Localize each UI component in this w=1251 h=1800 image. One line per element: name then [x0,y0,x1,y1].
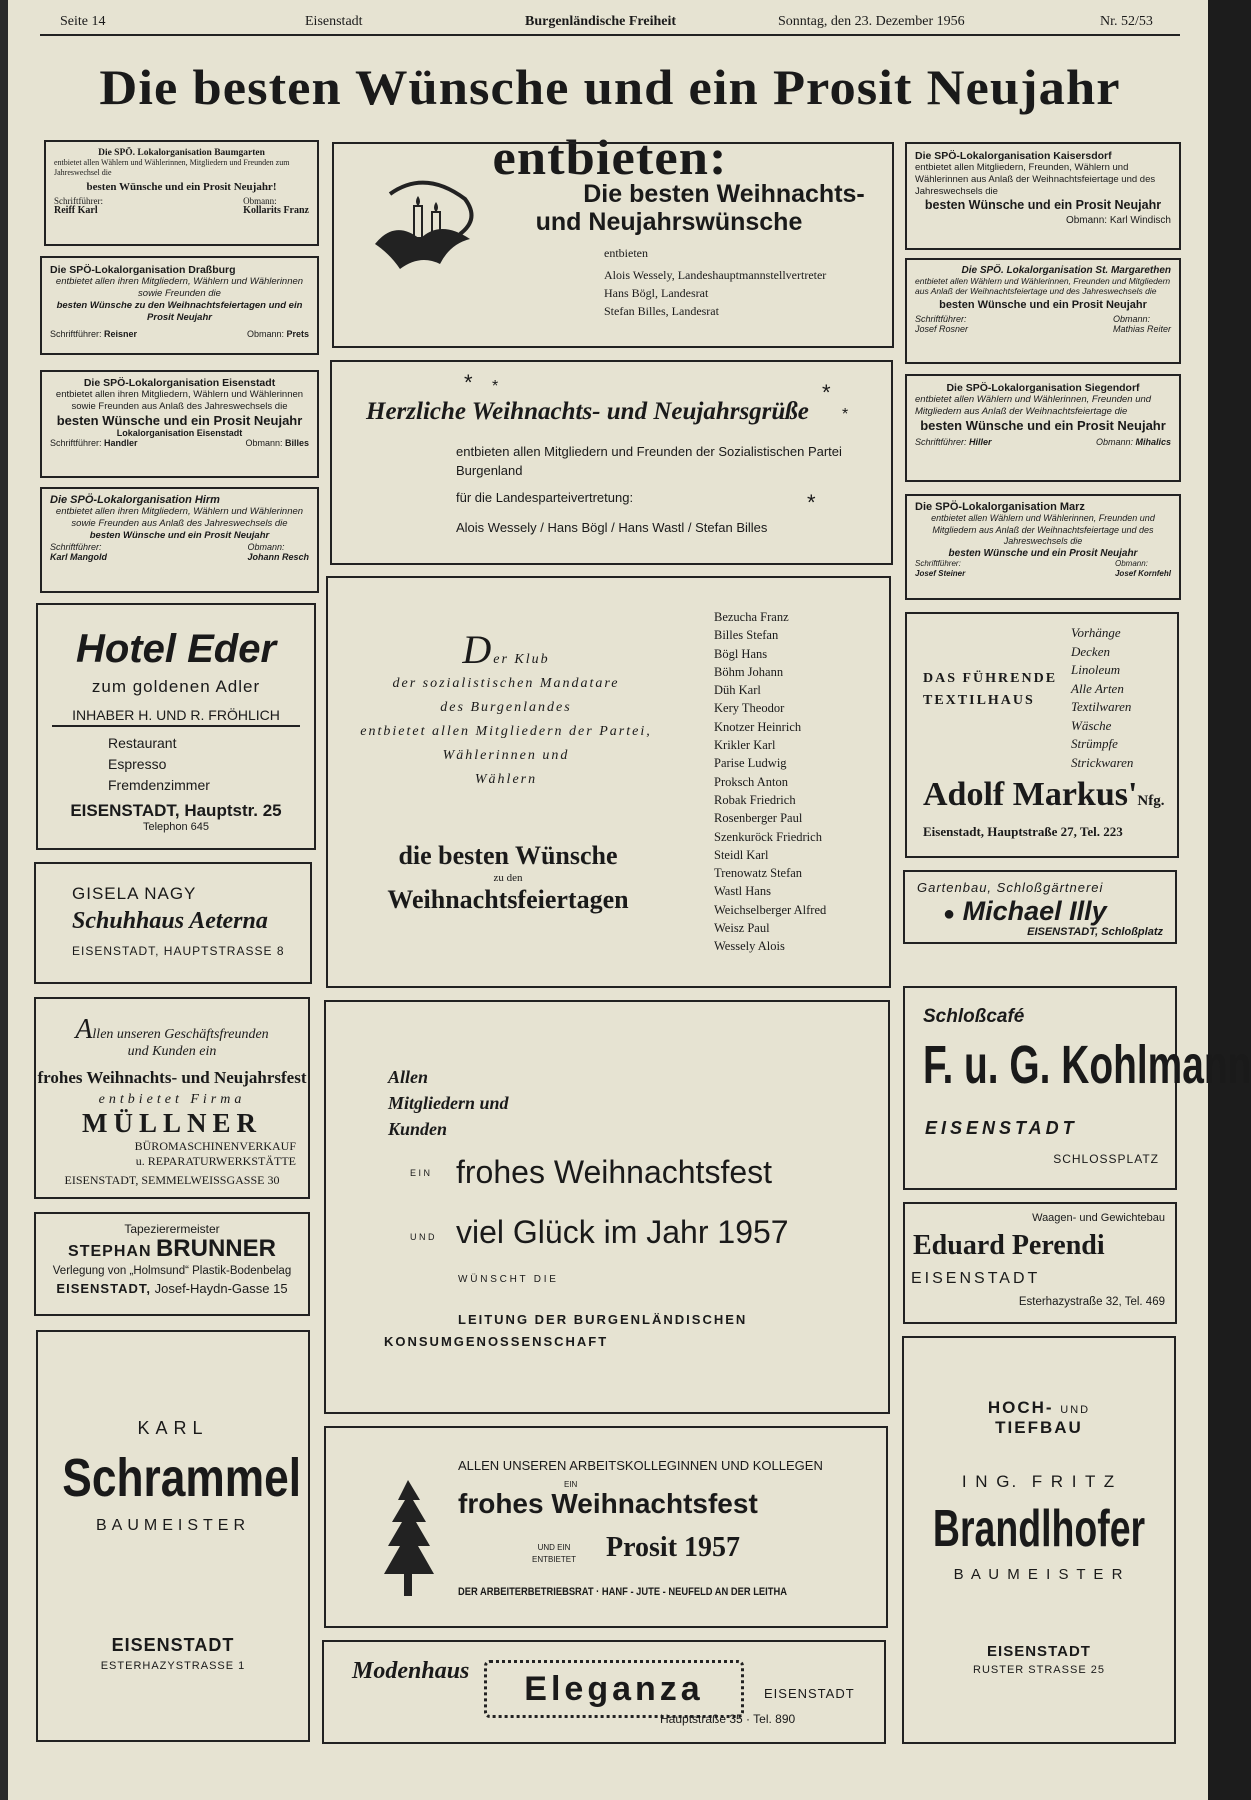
signatures [915,314,1171,334]
schrammel-first: KARL [137,1418,209,1438]
textile-item: Vorhänge [1071,625,1121,640]
initial-letter: D [462,627,494,672]
greeting-line: Mitgliedern und [388,1093,509,1113]
perendi-name: Eduard Perendi [913,1230,1105,1261]
perendi-trade: Waagen- und Gewichtebau [1032,1212,1165,1224]
klub-member: Wastl Hans [714,884,771,899]
lead-line: TEXTILHAUS [923,693,1035,708]
ad-spoe-siegendorf [905,374,1181,482]
lead-line: DAS FÜHRENDE [923,671,1058,686]
org-wish: besten Wünsche und ein Prosit Neujahr [89,530,270,541]
firm-suffix: Nfg. [1137,793,1165,809]
konsum-line2: KONSUMGENOSSENSCHAFT [384,1334,609,1349]
service-item: Espresso [108,756,167,772]
star-icon: * [807,490,816,515]
org-wish: besten Wünsche und ein Prosit Neujahr [920,418,1166,433]
sig-label: Obmann: [246,329,284,339]
entbieten-text: entbieten [604,246,648,260]
konsum-line1: LEITUNG DER BURGENLÄNDISCHEN [458,1312,748,1327]
signatures [915,559,1171,579]
illy-address: EISENSTADT, Schloßplatz [1027,926,1163,938]
klub-member: Robak Friedrich [714,792,796,807]
muellner-address: EISENSTADT, SEMMELWEISSGASSE 30 [64,1173,280,1187]
muellner-line1: BÜROMASCHINENVERKAUF [134,1139,296,1153]
betriebsrat-prosit: Prosit 1957 [606,1532,741,1563]
klub-member: Rosenberger Paul [714,811,803,826]
ad-spoe-st-margarethen [905,258,1181,364]
header-date: Sonntag, den 23. Dezember 1956 [778,14,965,29]
nagy-address: EISENSTADT, HAUPTSTRASSE 8 [72,944,285,958]
initial-letter: A [75,1014,93,1045]
sig-label: Obmann: [1112,314,1150,324]
org-name: Die SPÖ-Lokalorganisation Eisenstadt [83,377,276,389]
sig-name: Reisner [104,329,138,339]
sig-name: Josef Kornfehl [1114,568,1171,578]
kohlmann-city: EISENSTADT [925,1118,1078,1138]
ad-schuhhaus-nagy [34,862,312,984]
konsum-wish2: viel Glück im Jahr 1957 [456,1214,789,1250]
ad-arbeiterbetriebsrat [324,1426,888,1628]
service-item: Restaurant [108,735,177,751]
brandlhofer-city: EISENSTADT [987,1643,1091,1660]
klub-line: entbietet allen Mitgliedern der Partei, [360,724,652,739]
sig-label: Obmann: [1114,558,1148,568]
page-number: Seite 14 [60,14,106,29]
org-body: entbietet allen Mitgliedern, Freunden, Wählern und Wählerinnen aus Anlaß der Weihnachtsfeiertage und des Jahreswechsels die [915,162,1156,197]
christmas-tree-icon [380,1478,436,1608]
partei-names: Alois Wessely / Hans Bögl / Hans Wastl / Stefan Billes [456,520,768,535]
textile-item: Linoleum [1071,662,1121,677]
first-name: STEPHAN [68,1243,152,1260]
hotel-owner: INHABER H. UND R. FRÖHLICH [52,707,300,727]
textile-item: Alle Arten [1071,680,1124,696]
sig-name: Josef Steiner [915,568,966,578]
page-title: Die besten Wünsche und ein Prosit Neujahr entbieten: [99,59,1121,185]
klub-member: Parise Ludwig [714,756,787,771]
sig-label: Schriftführer: [915,314,967,324]
klub-member: Wessely Alois [714,939,785,954]
betriebsrat-wish: frohes Weihnachtsfest [458,1488,758,1519]
ad-landesregierung [332,142,894,348]
klub-member: Steidl Karl [714,847,769,862]
org-wish: besten Wünsche und ein Prosit Neujahr [924,198,1162,212]
sig-label: Schriftführer: [50,329,102,339]
ad-spoe-marz [905,494,1181,600]
klub-line: Wählerinnen und [442,748,570,763]
sig-name: Josef Rosner [915,324,969,334]
hotel-services [38,733,314,796]
textile-item: Decken [1071,643,1110,659]
last-name: BRUNNER [155,1235,276,1262]
star-icon: * [842,406,849,423]
sig-label: Schriftführer: [54,196,103,206]
signatures [50,542,309,562]
schrammel-city: EISENSTADT [111,1635,235,1655]
ad-brunner [34,1212,310,1316]
muellner-line2: u. REPARATURWERKSTÄTTE [135,1154,296,1168]
klub-text [346,627,666,792]
firm-name: Adolf Markus' [923,776,1138,813]
sig-name: Kollarits Franz [243,205,309,216]
wish-line: zu den [493,872,523,884]
klub-member: Weisz Paul [714,921,770,936]
sig-name: Karl Mangold [50,552,108,562]
kohlmann-name: F. u. G. Kohlmann [923,1035,1251,1095]
hotel-address: EISENSTADT, Hauptstr. 25 [70,801,282,820]
person: Alois Wessely, Landeshauptmannstellvertreter [604,268,827,282]
klub-member: Düh Karl [714,683,761,698]
markus-address: Eisenstadt, Hauptstraße 27, Tel. 223 [923,824,1123,839]
org-body: entbietet allen Wählern und Wählerinnen, Freunden und Mitgliedern aus Anlaß der Weihnachtsfeiertage und des Jahreswechsels die [915,276,1171,296]
page-header [40,12,1180,36]
ad-spoe-baumgarten [44,140,319,246]
sig-name: Mihalics [1135,437,1171,447]
service-item: Fremdenzimmer [108,777,210,793]
wish-line: die besten Wünsche [398,841,618,870]
org-wish: besten Wünsche und ein Prosit Neujahr! [86,181,277,193]
greeting-line: Kunden [388,1119,448,1139]
klub-line: des Burgenlandes [440,700,572,715]
perendi-address: Esterhazystraße 32, Tel. 469 [1018,1296,1165,1308]
ad-waagenbau-perendi [903,1202,1177,1324]
eleganza-logo: Eleganza [484,1660,744,1718]
org-body: entbietet allen ihren Mitgliedern, Wählern und Wählerinnen sowie Freunden die [55,276,304,299]
nagy-name: GISELA NAGY [72,884,197,903]
brunner-address [36,1281,308,1296]
sig-name: Handler [104,438,138,448]
org-name: Die SPÖ. Lokalorganisation Baumgarten [98,148,265,158]
konsum-greeting [388,1064,509,1142]
org-body: entbietet allen Wählern und Wählerinnen, Freunden und Mitgliedern aus Anlaß der Weihnachtsfeiertage die [915,394,1152,417]
klub-member: Billes Stefan [714,628,779,643]
konsum-wuenscht: W Ü N S C H T D I E [458,1274,556,1285]
ad-spoe-eisenstadt [40,370,319,478]
greeting-line: Allen [388,1067,429,1087]
intro-line: llen unseren Geschäftsfreunden [92,1027,269,1042]
landes-headline [524,180,884,236]
org-body: entbietet allen Wählern und Wählerinnen, Freunden und Mitgliedern aus Anlaß der Weihnachtsfeiertage und des Jahreswechsels die [931,513,1155,546]
klub-line: der sozialistischen Mandatare [392,676,620,691]
ad-schrammel [36,1330,310,1742]
klub-member: Proksch Anton [714,774,788,789]
org-signature: Obmann: Karl Windisch [1065,215,1171,226]
schrammel-address: ESTERHAZYSTRASSE 1 [100,1660,246,1672]
konsum-ein: E I N [410,1168,431,1178]
textile-item: Strickwaren [1071,754,1134,770]
sig-name: Johann Resch [247,552,309,562]
ad-schlosscafe-kohlmann [903,986,1251,1190]
kohlmann-place: SCHLOSSPLATZ [1053,1152,1159,1166]
markus-items [1071,624,1133,772]
sig-name: Reiff Karl [54,205,98,216]
brunner-service: Verlegung von „Holmsund“ Plastik-Bodenbelag [52,1265,292,1277]
brandlhofer-address: RUSTER STRASSE 25 [973,1664,1105,1676]
star-icon: * [492,378,499,395]
klub-member: Krikler Karl [714,738,776,753]
klub-line: er Klub [493,652,550,667]
markus-name [923,776,1165,814]
eleganza-address: Hauptstraße 35 · Tel. 890 [660,1712,796,1726]
markus-lead [923,668,1057,712]
muellner-wish: frohes Weihnachts- und Neujahrsfest [37,1068,307,1087]
brandlhofer-ing: I N G. F R I T Z [961,1472,1117,1491]
kohlmann-cafe: Schloßcafé [923,1006,1025,1027]
landes-names [604,244,826,320]
konsum-und: U N D [410,1232,435,1242]
sig-label: Schriftführer: [915,558,961,568]
eleganza-city: EISENSTADT [764,1686,855,1701]
klub-member-list [714,608,826,956]
entbietet-line: ENTBIETET [532,1555,577,1564]
partei-fuer: für die Landesparteivertretung: [456,490,634,505]
org-body: entbietet allen Wählern und Wählerinnen, Mitgliedern und Freunden zum Jahreswechsel die [54,158,290,177]
sig-name: Billes [284,438,309,448]
org-name: Die SPÖ-Lokalorganisation Marz [915,501,1085,513]
illy-name: ● Michael Illy [943,896,1107,926]
klub-member: Trenowatz Stefan [714,866,803,881]
org-name: Die SPÖ-Lokalorganisation Draßburg [50,264,236,276]
headline-line: Die besten Weihnachts- [583,180,865,208]
sig-label: Obmann: [243,196,277,206]
textile-item: Wäsche [1071,717,1112,733]
ad-textilhaus-markus [905,612,1179,858]
sig-label: Schriftführer: [50,438,102,448]
signatures [50,438,309,448]
konsum-wish1: frohes Weihnachtsfest [456,1154,773,1190]
klub-member: Bögl Hans [714,646,768,661]
perendi-city: EISENSTADT [911,1270,1041,1287]
trade-word: HOCH- [987,1398,1054,1417]
sig-label: Obmann: [245,438,283,448]
trade-word: UND [1060,1404,1091,1416]
wish-line: Weihnachtsfeiertagen [387,885,629,914]
muellner-from: entbietet Firma [98,1092,246,1107]
hotel-tel: Telephon 645 [142,821,210,833]
betriebsrat-line1: ALLEN UNSEREN ARBEITSKOLLEGINNEN UND KOLLEGEN [458,1458,823,1473]
org-wish: besten Wünsche und ein Prosit Neujahr [939,299,1147,311]
muellner-intro [36,1014,308,1045]
klub-member: Knotzer Heinrich [714,719,802,734]
illy-name-text: Michael Illy [962,896,1107,926]
textile-item: Strümpfe [1071,736,1118,751]
org-body: entbietet allen ihren Mitgliedern, Wählern und Wählerinnen sowie Freunden aus Anlaß des Jahreswechsels die [55,389,304,412]
ad-brandlhofer [902,1336,1176,1744]
sig-label: Obmann: [247,542,285,552]
ad-gartenbau-illy [903,870,1177,944]
betriebsrat-signature: DER ARBEITERBETRIEBSRAT · HANF - JUTE - NEUFELD AN DER LEITHA [458,1586,787,1598]
brandlhofer-name: Brandlhofer [932,1500,1146,1558]
org-sub: Lokalorganisation Eisenstadt [116,428,243,438]
betriebsrat-und [532,1542,576,1566]
klub-member: Szenkuröck Friedrich [714,829,822,844]
sig-name: Hiller [969,437,992,447]
sig-name: Prets [286,329,309,339]
sig-label: Schriftführer: [915,437,967,447]
klub-member: Bezucha Franz [714,610,789,624]
sig-label: Obmann: [1095,437,1133,447]
star-icon: * [822,380,831,405]
ad-modenhaus-eleganza [322,1640,886,1744]
schrammel-name: Schrammel [62,1448,302,1508]
brunner-trade: Tapezierermeister [124,1222,220,1236]
person: Hans Bögl, Landesrat [604,286,709,300]
sig-name: Mathias Reiter [1112,324,1171,334]
klub-line: Wählern [474,772,538,787]
ad-sozialistischer-klub [326,576,891,988]
partei-title: Herzliche Weihnachts- und Neujahrsgrüße [366,398,809,425]
headline-line: und Neujahrswünsche [535,208,803,236]
header-issue: Nr. 52/53 [1100,14,1153,29]
ad-muellner [34,997,310,1199]
ad-spoe-kaisersdorf [905,142,1181,250]
und-line: UND EIN [537,1543,571,1552]
sig-label: Schriftführer: [50,542,102,552]
org-name: Die SPÖ. Lokalorganisation St. Margarethen [961,265,1171,276]
signatures [54,196,309,216]
person: Stefan Billes, Landesrat [604,304,719,318]
ad-landespartei [330,360,893,565]
brandlhofer-role: B A U M E I S T E R [953,1566,1125,1583]
textile-item: Textilwaren [1071,699,1132,714]
org-name: Die SPÖ-Lokalorganisation Siegendorf [946,382,1140,394]
brunner-name [36,1236,308,1265]
org-name: Die SPÖ-Lokalorganisation Hirm [50,494,220,506]
hotel-name: Hotel Eder [75,627,277,671]
partei-body: entbieten allen Mitgliedern und Freunden der Sozialistischen Partei Burgenland [456,444,842,478]
street: Josef-Haydn-Gasse 15 [154,1281,288,1296]
ad-spoe-drassburg [40,256,319,355]
eleganza-mode: Modenhaus [352,1658,470,1684]
ad-spoe-hirm [40,487,319,593]
muellner-name: MÜLLNER [81,1108,262,1138]
signatures [915,437,1171,447]
ad-konsumgenossenschaft [324,1000,890,1414]
brandlhofer-trade2: TIEFBAU [995,1418,1083,1437]
illy-trade: Gartenbau, Schloßgärtnerei [917,880,1104,895]
muellner-intro2: und Kunden ein [127,1044,217,1059]
header-paper: Burgenländische Freiheit [525,14,677,29]
org-name: Die SPÖ-Lokalorganisation Kaisersdorf [915,150,1112,162]
org-wish: besten Wünsche und ein Prosit Neujahr [948,547,1138,559]
brandlhofer-trade1 [904,1398,1174,1418]
candles-icon [370,174,480,274]
klub-wish [368,842,648,914]
klub-member: Weichselberger Alfred [714,902,827,917]
org-wish: besten Wünsche und ein Prosit Neujahr [56,413,303,428]
klub-member: Kery Theodor [714,701,785,716]
schrammel-role: BAUMEISTER [95,1517,250,1534]
city: EISENSTADT, [56,1281,151,1296]
hotel-sub: zum goldenen Adler [91,677,261,696]
header-city: Eisenstadt [305,14,363,29]
nagy-shop: Schuhhaus Aeterna [72,908,268,934]
star-icon: * [464,370,473,395]
org-body: entbietet allen ihren Mitgliedern, Wählern und Wählerinnen sowie Freunden aus Anlaß des Jahreswechsels die [55,506,304,529]
klub-member: Böhm Johann [714,664,784,679]
org-wish: besten Wünsche zu den Weihnachtsfeiertagen und ein Prosit Neujahr [56,300,303,323]
betriebsrat-ein: EIN [564,1480,578,1489]
signatures [50,329,309,339]
ad-hotel-eder [36,603,316,850]
